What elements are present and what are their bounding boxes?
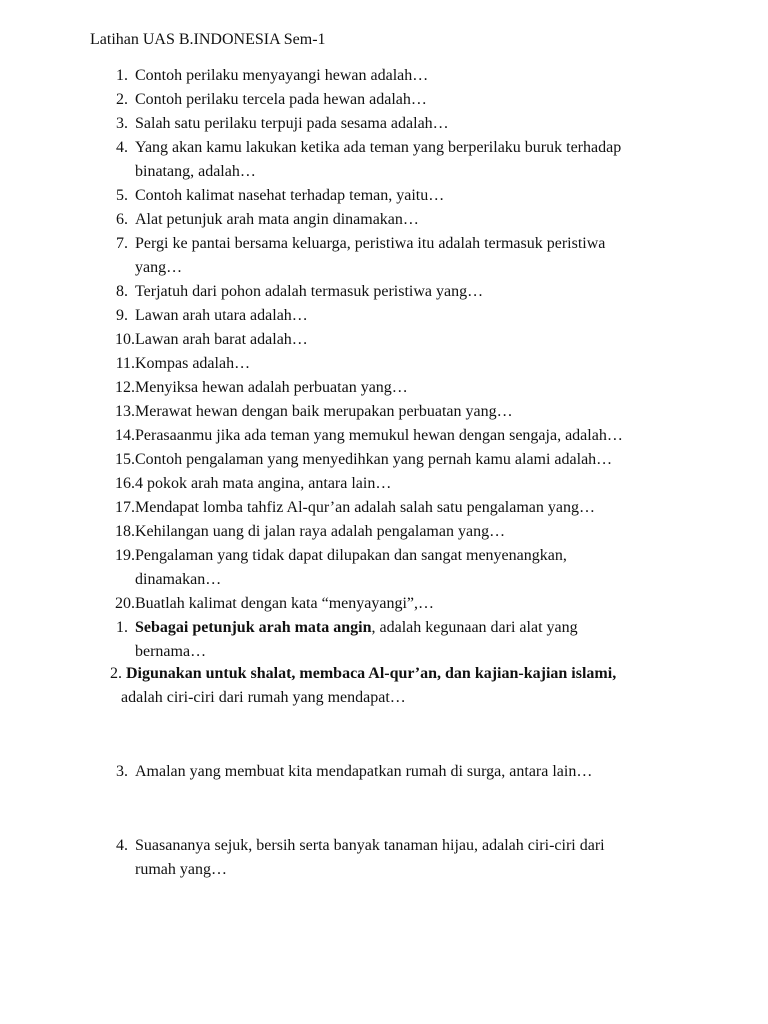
item-text: Buatlah kalimat dengan kata “menyayangi”,… [135, 595, 434, 612]
item-text-line: Pengalaman yang tidak dapat dilupakan dan sangat menyenangkan, [135, 547, 567, 564]
item-text [135, 616, 578, 664]
item-text [135, 232, 605, 280]
item-text [135, 834, 605, 882]
item-number: 14. [115, 427, 135, 444]
item-number: 17. [115, 499, 135, 516]
item-text: Contoh perilaku menyayangi hewan adalah… [135, 67, 429, 84]
item-text-line: rumah yang… [135, 861, 227, 878]
item-text: Terjatuh dari pohon adalah termasuk peristiwa yang… [135, 283, 484, 300]
item-text-line: Suasananya sejuk, bersih serta banyak tanaman hijau, adalah ciri-ciri dari [135, 837, 605, 854]
item-text: 4 pokok arah mata angina, antara lain… [135, 475, 392, 492]
item-number: 15. [115, 451, 135, 468]
item-text-line: dinamakan… [135, 571, 222, 588]
item-number: 9. [116, 307, 128, 324]
item-number: 3. [116, 763, 128, 780]
item-text-line: Yang akan kamu lakukan ketika ada teman yang berperilaku buruk terhadap [135, 139, 622, 156]
item-text [135, 136, 621, 184]
item-text: Merawat hewan dengan baik merupakan perbuatan yang… [135, 403, 513, 420]
item-text-line [135, 616, 578, 640]
item-number: 1. [116, 67, 128, 84]
item-number: 16. [115, 475, 135, 492]
item-text-line: adalah ciri-ciri dari rumah yang mendapat… [121, 689, 406, 706]
item-text: Amalan yang membuat kita mendapatkan rumah di surga, antara lain… [135, 763, 593, 780]
item-text-line: binatang, adalah… [135, 163, 256, 180]
item-number: 7. [116, 235, 128, 252]
item-text: Contoh perilaku tercela pada hewan adalah… [135, 91, 427, 108]
item-text: Lawan arah barat adalah… [135, 331, 308, 348]
item-text: Kehilangan uang di jalan raya adalah pengalaman yang… [135, 523, 506, 540]
item-number: 18. [115, 523, 135, 540]
page-title: Latihan UAS B.INDONESIA Sem-1 [90, 31, 326, 48]
item-text-line: bernama… [135, 643, 207, 660]
item-text: Kompas adalah… [135, 355, 251, 372]
item-text: Alat petunjuk arah mata angin dinamakan… [135, 211, 419, 228]
item-text-bold: Digunakan untuk shalat, membaca Al-qur’an, dan kajian-kajian islami, [126, 665, 617, 682]
item-text-rest: , adalah kegunaan dari alat yang [371, 619, 578, 636]
item-number: 10. [115, 331, 135, 348]
item-text: Salah satu perilaku terpuji pada sesama adalah… [135, 115, 449, 132]
item-text: Perasaanmu jika ada teman yang memukul hewan dengan sengaja, adalah… [135, 427, 623, 444]
item-number: 12. [115, 379, 135, 396]
item-number: 4. [116, 837, 128, 854]
item-number: 1. [116, 619, 128, 636]
item-text-line [126, 662, 616, 686]
item-number: 2. [110, 665, 122, 682]
item-number: 6. [116, 211, 128, 228]
item-text: Contoh pengalaman yang menyedihkan yang pernah kamu alami adalah… [135, 451, 613, 468]
item-text: Contoh kalimat nasehat terhadap teman, yaitu… [135, 187, 445, 204]
item-text [126, 662, 616, 686]
item-text-line: yang… [135, 259, 183, 276]
item-text: Lawan arah utara adalah… [135, 307, 308, 324]
item-text-line: Pergi ke pantai bersama keluarga, peristiwa itu adalah termasuk peristiwa [135, 235, 606, 252]
item-number: 20. [115, 595, 135, 612]
item-number: 4. [116, 139, 128, 156]
item-number: 11. [115, 355, 135, 372]
item-text [135, 544, 567, 592]
item-number: 3. [116, 115, 128, 132]
item-number: 2. [116, 91, 128, 108]
item-number: 5. [116, 187, 128, 204]
item-text: Mendapat lomba tahfiz Al-qur’an adalah salah satu pengalaman yang… [135, 499, 595, 516]
item-number: 19. [115, 547, 135, 564]
item-text-bold: Sebagai petunjuk arah mata angin [135, 619, 372, 636]
item-text: Menyiksa hewan adalah perbuatan yang… [135, 379, 408, 396]
item-number: 13. [115, 403, 135, 420]
item-number: 8. [116, 283, 128, 300]
